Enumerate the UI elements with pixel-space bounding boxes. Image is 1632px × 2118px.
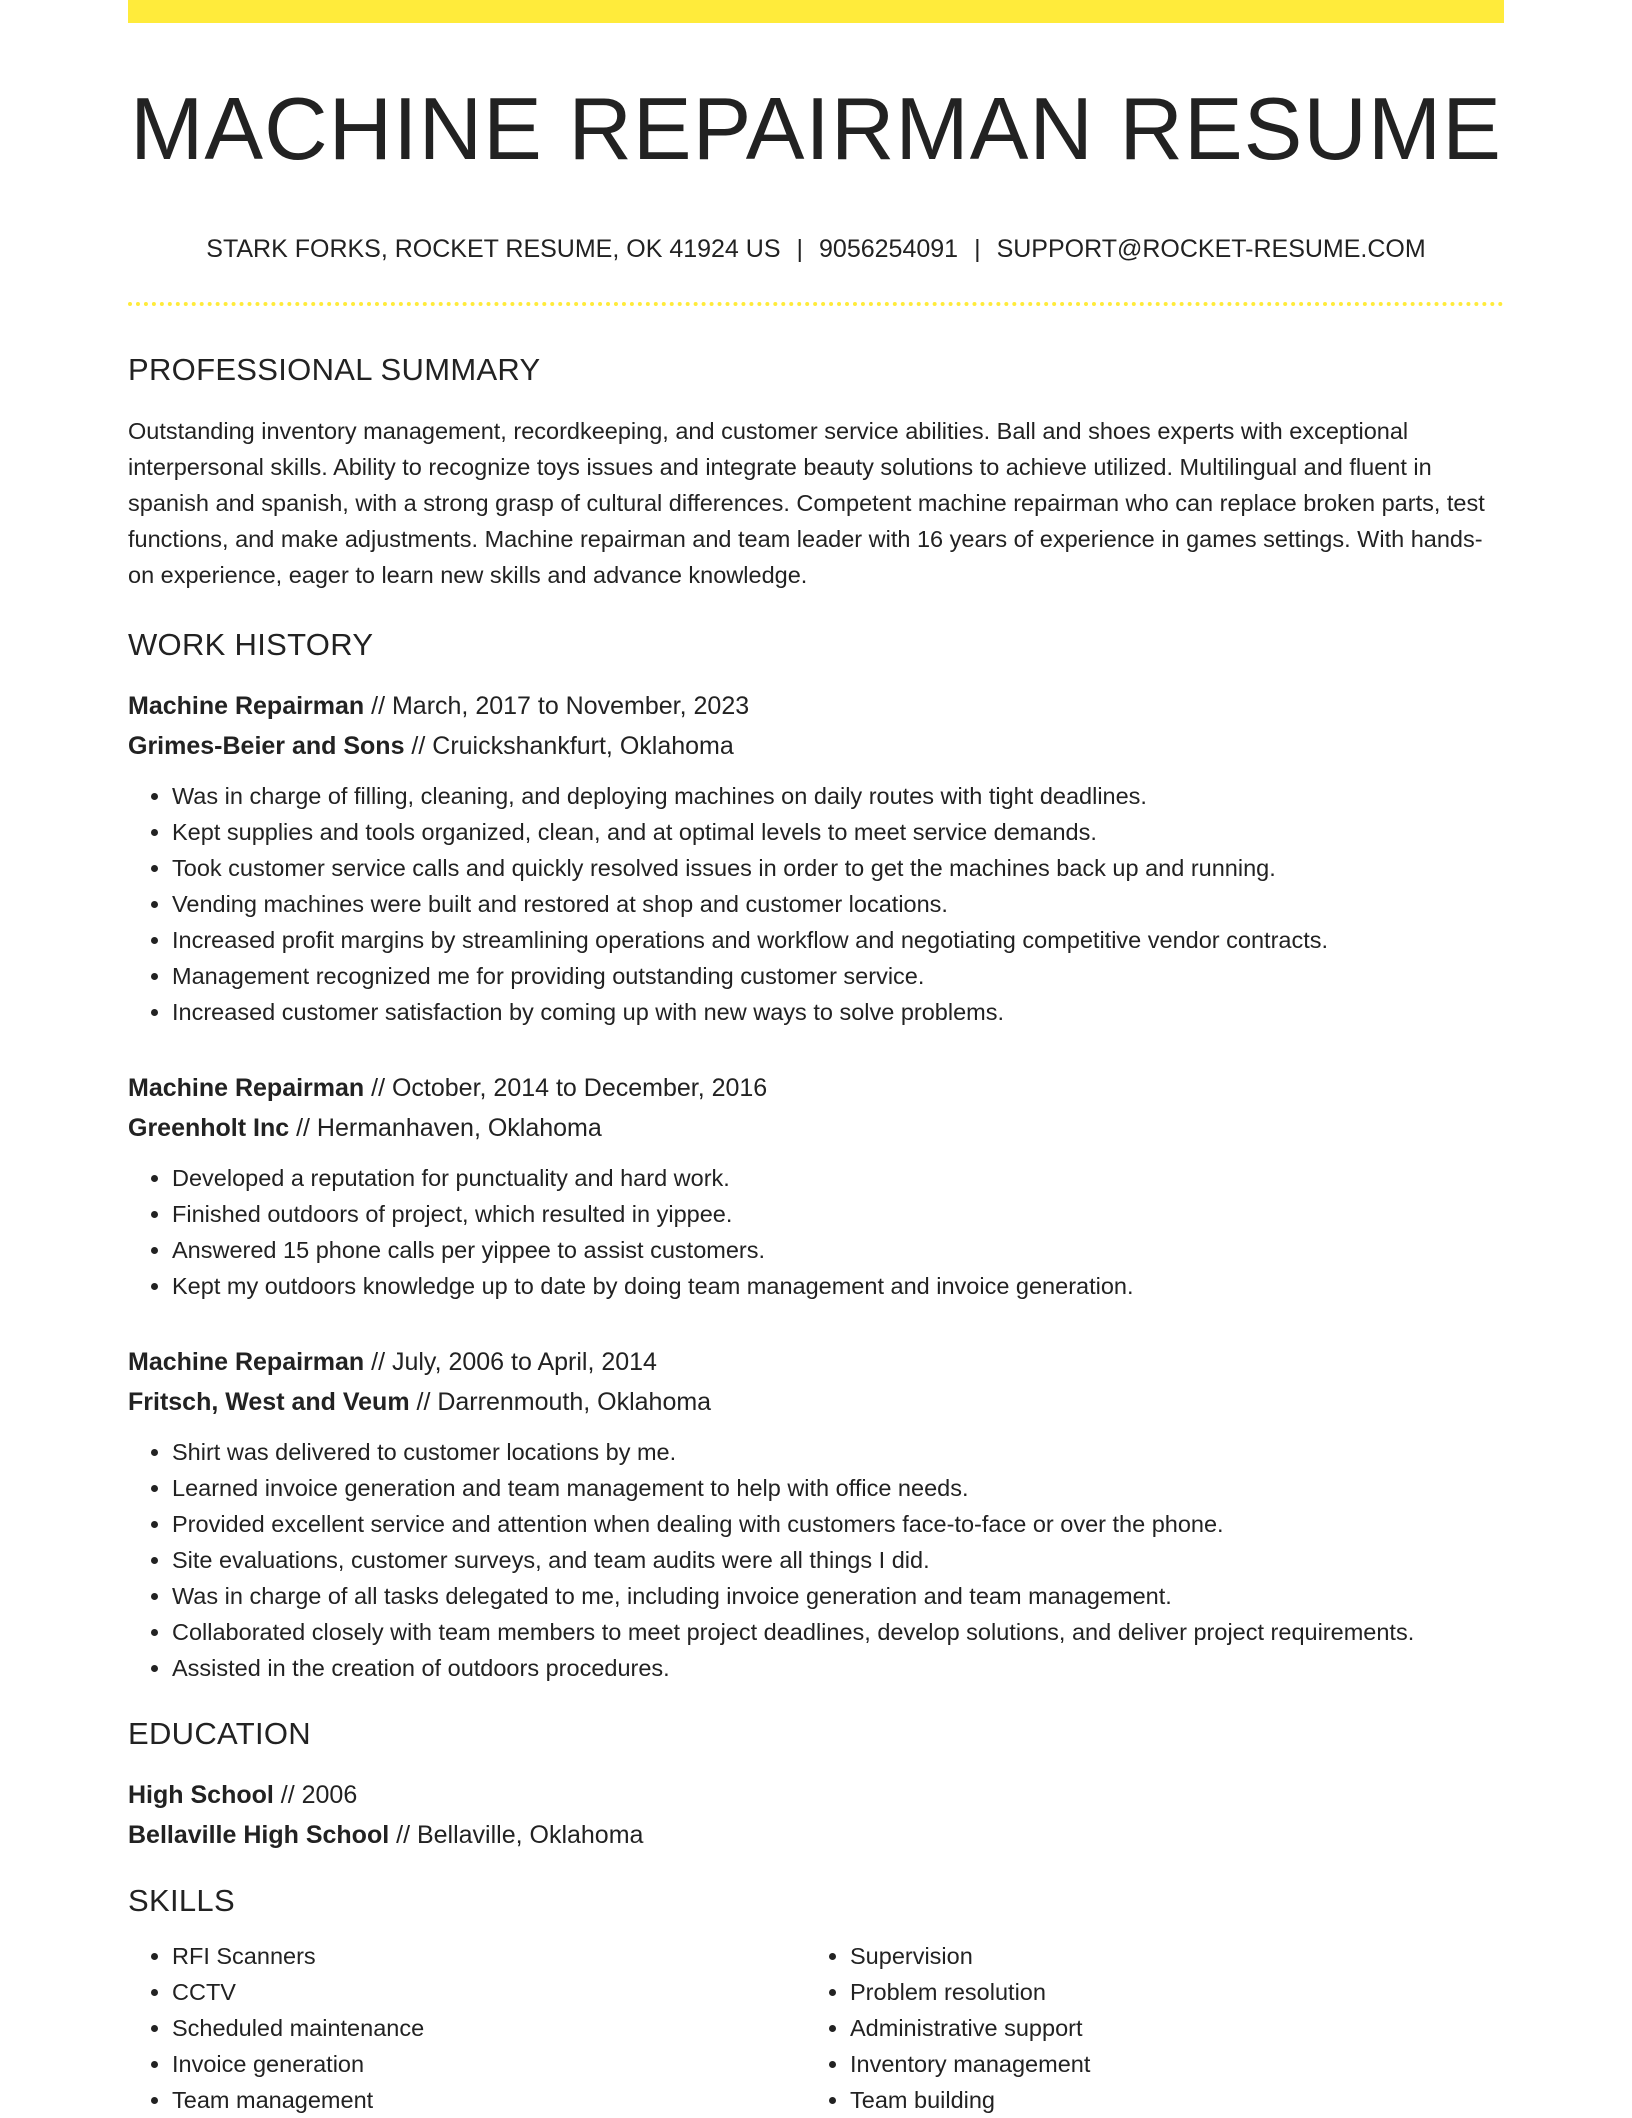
job-bullet: • Was in charge of all tasks delegated to me, including invoice generation and team management. — [172, 1578, 1504, 1614]
job-company: Grimes-Beier and Sons — [128, 732, 405, 760]
job-company-line — [128, 1382, 1504, 1422]
job-bullets — [128, 1160, 1504, 1304]
job-company: Fritsch, West and Veum — [128, 1388, 410, 1416]
job-bullet: • Learned invoice generation and team management to help with office needs. — [172, 1470, 1504, 1506]
skill-item: • Inventory management — [850, 2046, 1484, 2082]
summary-heading: PROFESSIONAL SUMMARY — [128, 352, 541, 387]
education-school-line — [128, 1815, 1504, 1855]
job-location: // Cruickshankfurt, Oklahoma — [404, 732, 734, 760]
education-degree: High School — [128, 1781, 274, 1809]
job-bullet: • Increased customer satisfaction by coming up with new ways to solve problems. — [172, 994, 1504, 1030]
job-company-line — [128, 726, 1504, 766]
skill-item: • Team management — [172, 2082, 806, 2118]
job-bullet: • Collaborated closely with team members to meet project deadlines, develop solutions, and deliver project requirements. — [172, 1614, 1504, 1650]
education-entry — [128, 1775, 1504, 1855]
job-dates: // July, 2006 to April, 2014 — [364, 1348, 657, 1376]
skills-right-column — [806, 1938, 1484, 2118]
job-bullet: • Took customer service calls and quickly resolved issues in order to get the machines back up and running. — [172, 850, 1504, 886]
job-entry — [128, 686, 1504, 1030]
skill-item: • Invoice generation — [172, 2046, 806, 2082]
job-dates: // March, 2017 to November, 2023 — [364, 692, 750, 720]
job-company-line — [128, 1108, 1504, 1148]
job-title-line — [128, 686, 1504, 726]
job-bullet: • Kept my outdoors knowledge up to date by doing team management and invoice generation. — [172, 1268, 1504, 1304]
education-year: // 2006 — [273, 1781, 358, 1809]
job-company: Greenholt Inc — [128, 1114, 290, 1142]
job-location: // Darrenmouth, Oklahoma — [409, 1388, 712, 1416]
header-divider — [128, 302, 1504, 306]
job-title: Machine Repairman — [128, 1348, 365, 1376]
contact-line — [128, 235, 1504, 264]
skills-left-column — [128, 1938, 806, 2118]
job-bullet: • Vending machines were built and restored at shop and customer locations. — [172, 886, 1504, 922]
job-bullet: • Assisted in the creation of outdoors procedures. — [172, 1650, 1504, 1686]
job-bullet: • Developed a reputation for punctuality and hard work. — [172, 1160, 1504, 1196]
skill-item: • RFI Scanners — [172, 1938, 806, 1974]
job-entry — [128, 1068, 1504, 1304]
job-bullets — [128, 1434, 1504, 1686]
job-bullet: • Management recognized me for providing outstanding customer service. — [172, 958, 1504, 994]
skill-item: • CCTV — [172, 1974, 806, 2010]
job-title-line — [128, 1068, 1504, 1108]
education-degree-line — [128, 1775, 1504, 1815]
job-title-line — [128, 1342, 1504, 1382]
job-bullet: • Was in charge of filling, cleaning, and deploying machines on daily routes with tight deadlines. — [172, 778, 1504, 814]
job-location: // Hermanhaven, Oklahoma — [289, 1114, 602, 1142]
top-accent-bar — [128, 0, 1504, 23]
skills-heading: SKILLS — [128, 1883, 235, 1918]
skill-item: • Supervision — [850, 1938, 1484, 1974]
work-history-heading: WORK HISTORY — [128, 627, 374, 662]
job-bullet: • Finished outdoors of project, which resulted in yippee. — [172, 1196, 1504, 1232]
job-bullet: • Shirt was delivered to customer locations by me. — [172, 1434, 1504, 1470]
contact-address: STARK FORKS, ROCKET RESUME, OK 41924 US — [206, 235, 781, 263]
education-heading: EDUCATION — [128, 1716, 311, 1751]
summary-text: Outstanding inventory management, recordkeeping, and customer service abilities. Ball and shoes experts with exceptional interpersonal skills. Ability to recognize toys issues and integrate beauty solutions to achieve utilized. Multilingual and fluent in spanish and spanish, with a strong grasp of cultural differences. Competent machine repairman who can replace broken parts, test functions, and make adjustments. Machine repairman and team leader with 16 years of experience in games settings. With hands-on experience, eager to learn new skills and advance knowledge. — [128, 418, 1485, 588]
contact-separator: | — [974, 235, 981, 263]
contact-phone: 9056254091 — [819, 235, 959, 263]
skill-item: • Scheduled maintenance — [172, 2010, 806, 2046]
skills-columns — [128, 1938, 1504, 2118]
job-bullet: • Site evaluations, customer surveys, and team audits were all things I did. — [172, 1542, 1504, 1578]
skill-item: • Problem resolution — [850, 1974, 1484, 2010]
job-title: Machine Repairman — [128, 692, 365, 720]
resume-title: MACHINE REPAIRMAN RESUME — [130, 79, 1502, 178]
resume-page — [128, 0, 1504, 2118]
job-bullet: • Provided excellent service and attention when dealing with customers face-to-face or over the phone. — [172, 1506, 1504, 1542]
education-location: // Bellaville, Oklahoma — [389, 1821, 644, 1849]
skill-item: • Administrative support — [850, 2010, 1484, 2046]
job-bullets — [128, 778, 1504, 1030]
skill-item: • Team building — [850, 2082, 1484, 2118]
job-bullet: • Kept supplies and tools organized, clean, and at optimal levels to meet service demands. — [172, 814, 1504, 850]
contact-separator: | — [796, 235, 804, 263]
job-bullet: • Increased profit margins by streamlining operations and workflow and negotiating competitive vendor contracts. — [172, 922, 1504, 958]
job-bullet: • Answered 15 phone calls per yippee to assist customers. — [172, 1232, 1504, 1268]
contact-email: SUPPORT@ROCKET-RESUME.COM — [996, 235, 1426, 263]
education-school: Bellaville High School — [128, 1821, 390, 1849]
job-title: Machine Repairman — [128, 1074, 365, 1102]
job-dates: // October, 2014 to December, 2016 — [364, 1074, 768, 1102]
job-entry — [128, 1342, 1504, 1686]
